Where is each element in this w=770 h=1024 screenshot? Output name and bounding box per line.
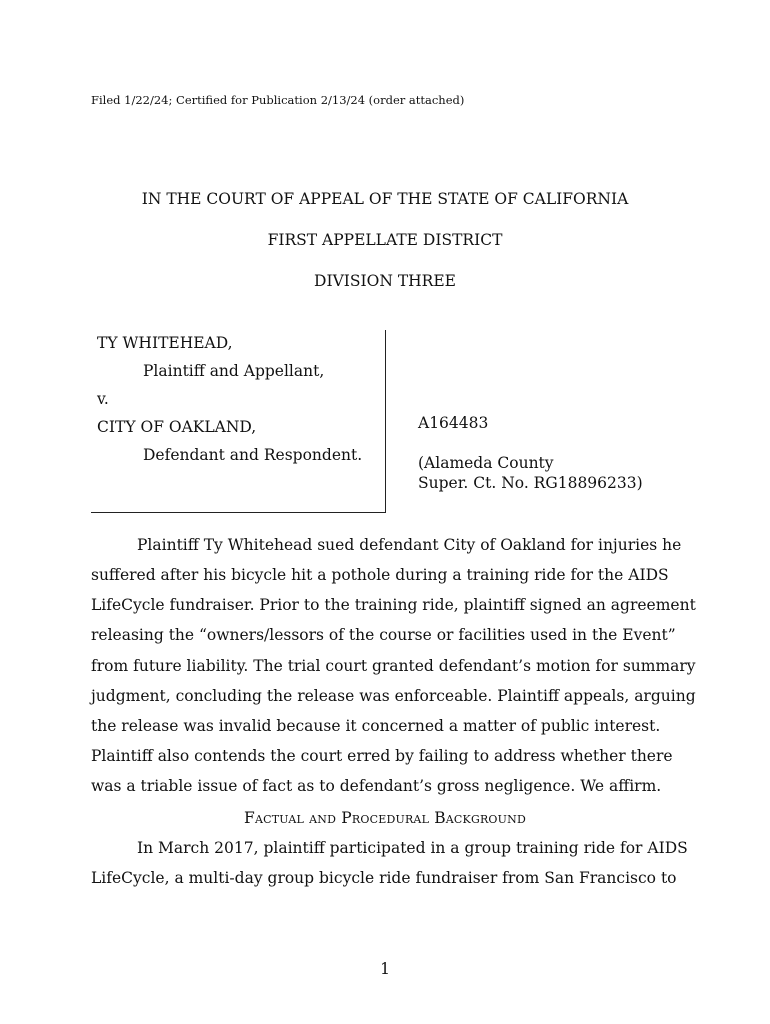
versus: v. xyxy=(97,390,109,408)
paragraph-line: was a triable issue of fact as to defendant’s gross negligence. We affirm. xyxy=(91,777,662,795)
defendant-name: CITY OF OAKLAND, xyxy=(97,418,257,436)
county-line-1: (Alameda County xyxy=(418,454,554,472)
court-name: IN THE COURT OF APPEAL OF THE STATE OF CALIFORNIA xyxy=(141,190,629,208)
division: DIVISION THREE xyxy=(314,272,456,290)
case-number: A164483 xyxy=(418,414,489,432)
plaintiff-role: Plaintiff and Appellant, xyxy=(143,362,325,380)
paragraph-line: suffered after his bicycle hit a pothole during a training ride for the AIDS xyxy=(91,566,669,584)
defendant-role: Defendant and Respondent. xyxy=(143,446,363,464)
section-heading: Factual and Procedural Background xyxy=(244,809,526,827)
county-line-2: Super. Ct. No. RG18896233) xyxy=(418,474,643,492)
paragraph-line: the release was invalid because it concerned a matter of public interest. xyxy=(91,717,661,735)
paragraph-line: LifeCycle fundraiser. Prior to the training ride, plaintiff signed an agreement xyxy=(91,596,696,614)
paragraph-line: Plaintiff also contends the court erred by failing to address whether there xyxy=(91,747,673,765)
paragraph-line: Plaintiff Ty Whitehead sued defendant City of Oakland for injuries he xyxy=(137,536,682,554)
case-caption-box xyxy=(91,330,386,513)
plaintiff-name: TY WHITEHEAD, xyxy=(97,334,233,352)
appellate-district: FIRST APPELLATE DISTRICT xyxy=(267,231,503,249)
paragraph-line: In March 2017, plaintiff participated in a group training ride for AIDS xyxy=(137,839,688,857)
paragraph-line: releasing the “owners/lessors of the course or facilities used in the Event” xyxy=(91,626,676,644)
page-number: 1 xyxy=(380,960,390,978)
paragraph-line: LifeCycle, a multi-day group bicycle ride fundraiser from San Francisco to xyxy=(91,869,677,887)
filing-note: Filed 1/22/24; Certified for Publication 2/13/24 (order attached) xyxy=(91,93,465,107)
paragraph-line: from future liability. The trial court granted defendant’s motion for summary xyxy=(91,657,696,675)
paragraph-line: judgment, concluding the release was enforceable. Plaintiff appeals, arguing xyxy=(91,687,696,705)
